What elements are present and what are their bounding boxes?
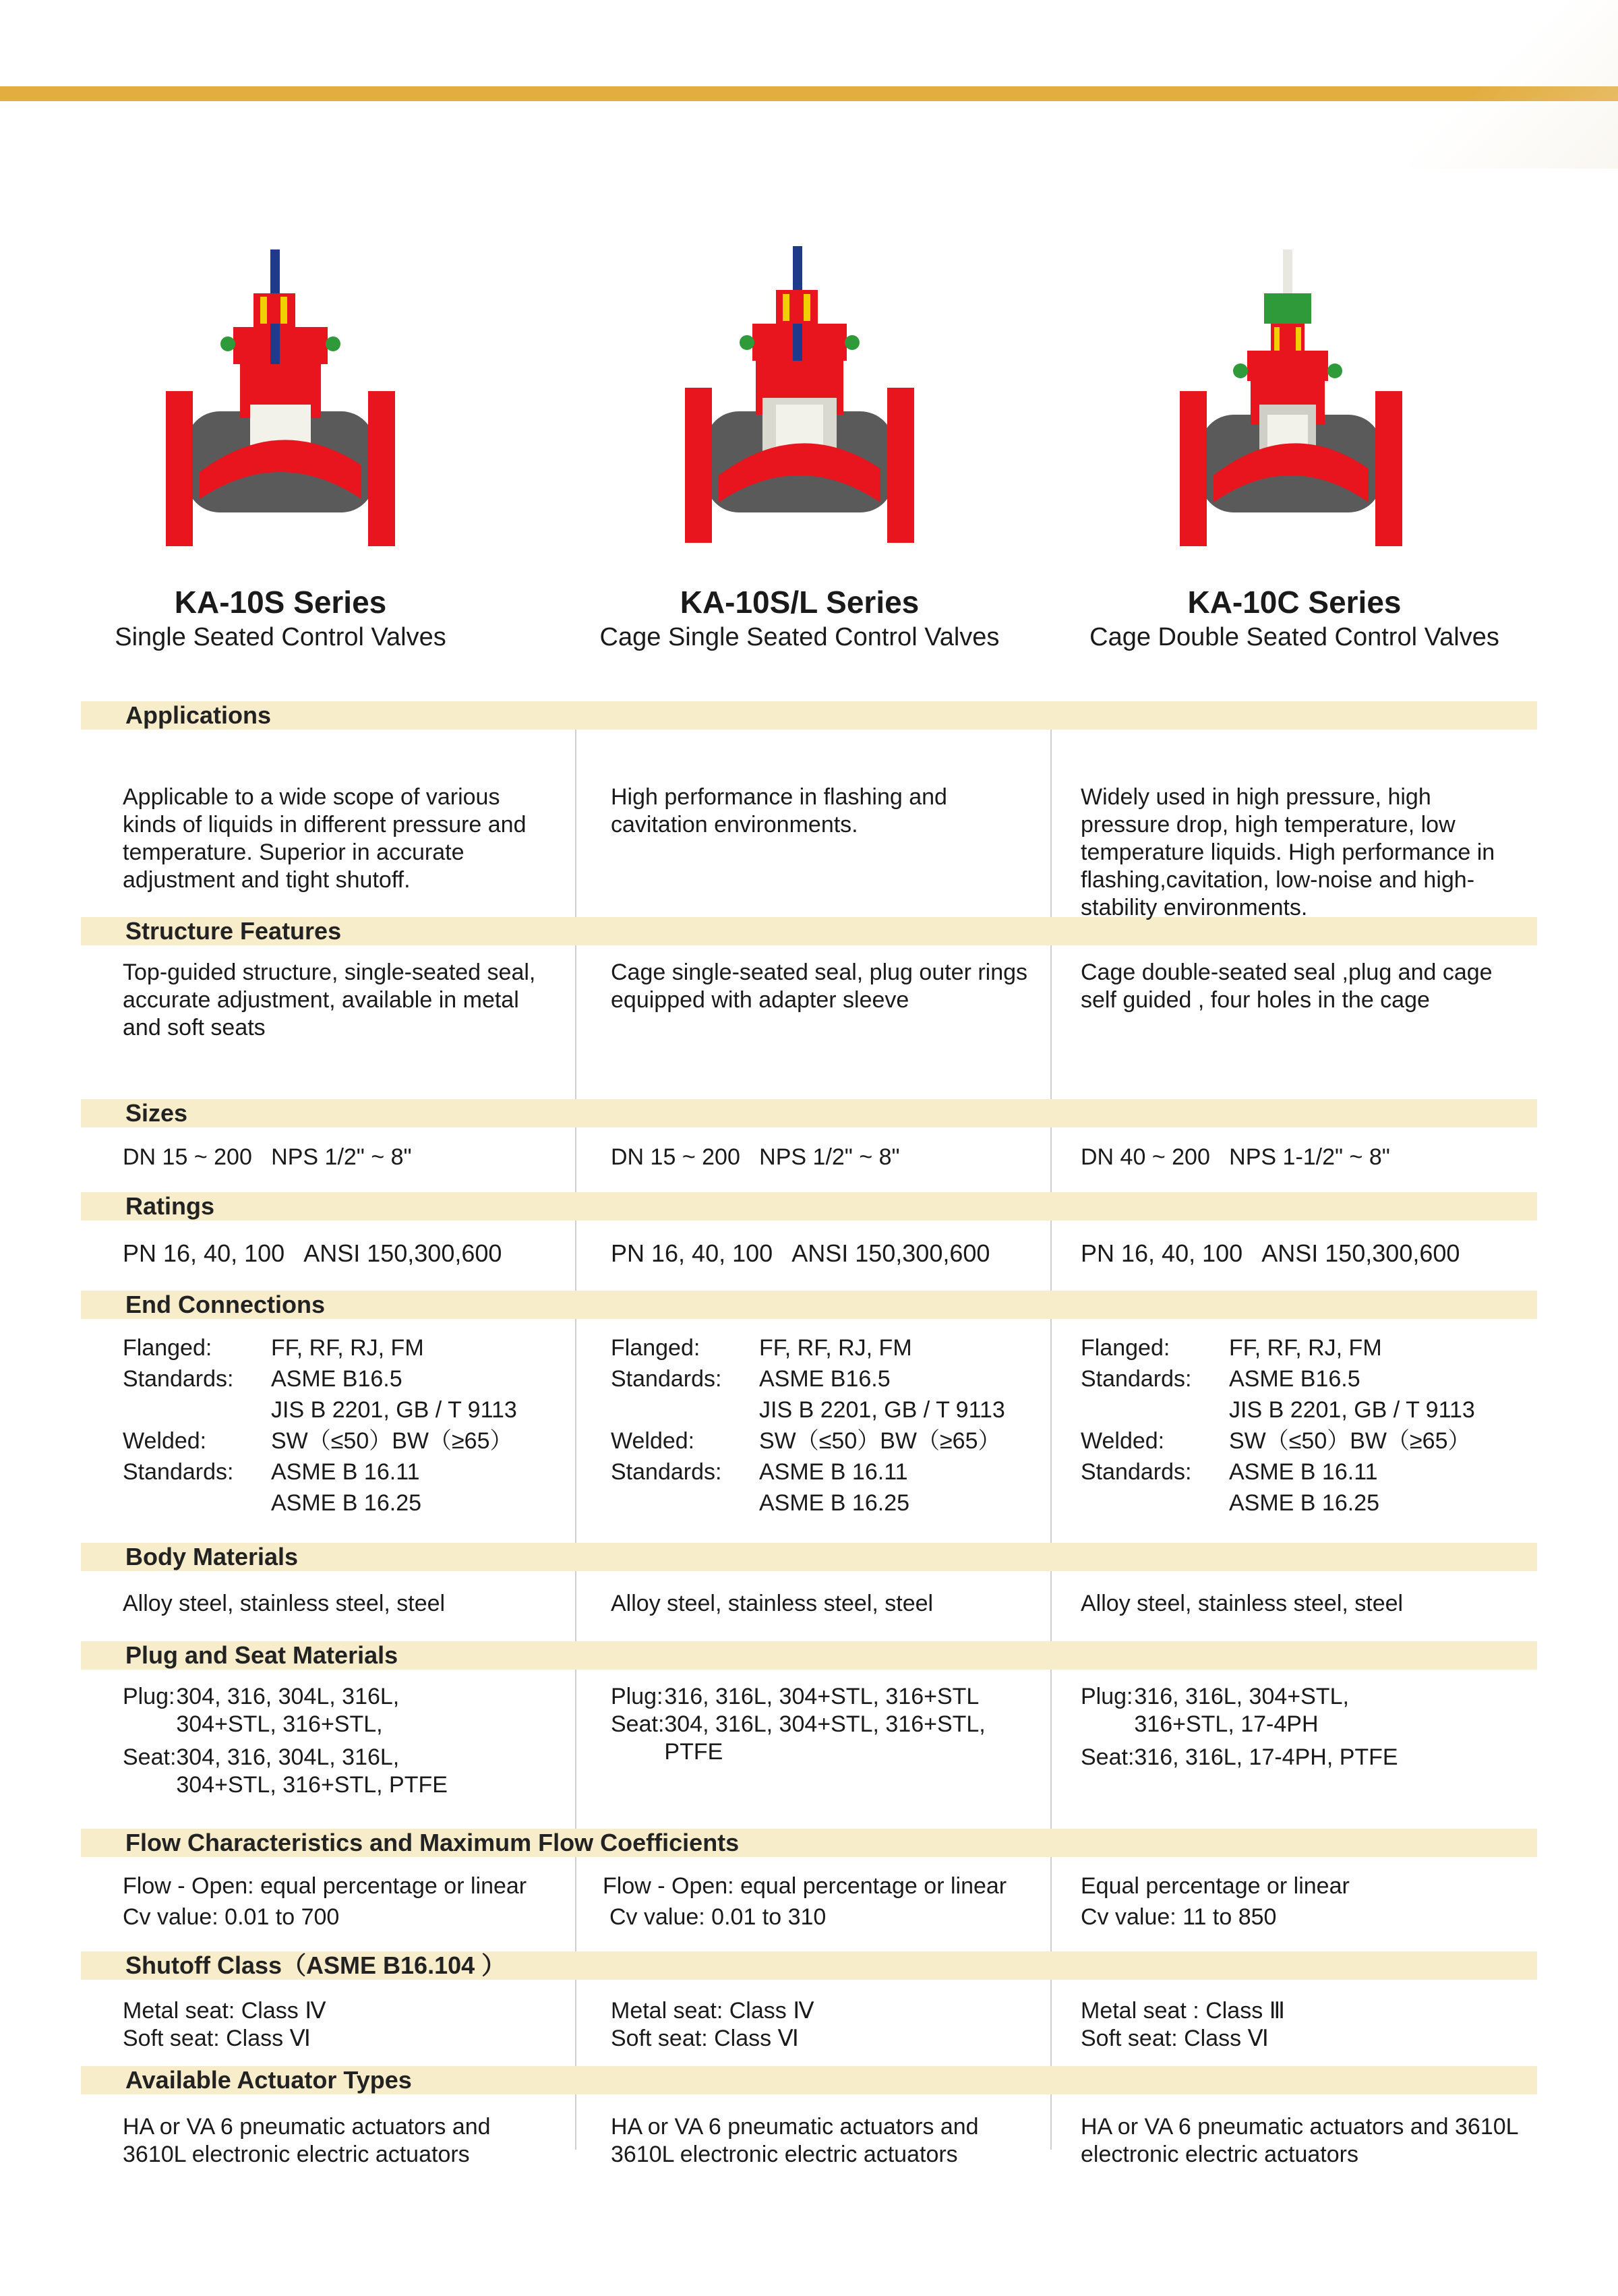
plug-value: 316, 316L, 304+STL, <box>1134 1684 1349 1709</box>
spec-table <box>81 701 1537 2189</box>
soft-seat-class: Soft seat: Class Ⅵ <box>611 2026 799 2051</box>
flow-characteristic: Flow - Open: equal percentage or linear <box>603 1873 1007 1899</box>
actuators-col-3: HA or VA 6 pneumatic actuators and 3610L electronic electric actuators <box>1081 2114 1518 2167</box>
corner-decoration <box>1409 0 1618 169</box>
standards-value: ASME B16.5 <box>271 1366 402 1392</box>
standards-value: ASME B 16.11 <box>759 1459 908 1485</box>
welded-label: Welded: <box>611 1428 695 1454</box>
flanged-value: FF, RF, RJ, FM <box>759 1335 912 1361</box>
standards-label: Standards: <box>123 1366 234 1392</box>
single-seated-valve-image <box>159 243 402 566</box>
seat-value: 304, 316, 304L, 316L, <box>176 1744 400 1770</box>
plug-label: Plug: <box>123 1684 175 1709</box>
standards-label: Standards: <box>1081 1459 1192 1485</box>
standards-label: Standards: <box>123 1459 234 1485</box>
body-materials-col-3: Alloy steel, stainless steel, steel <box>1081 1591 1404 1616</box>
end-connections-col-1 <box>123 1332 547 1519</box>
sizes-col-2: DN 15 ~ 200 NPS 1/2" ~ 8" <box>611 1144 900 1170</box>
product-title: KA-10S Series <box>174 585 387 620</box>
welded-value: SW（≤50）BW（≥65） <box>759 1428 1001 1454</box>
flanged-label: Flanged: <box>123 1335 212 1361</box>
welded-label: Welded: <box>123 1428 207 1454</box>
standards-value: ASME B 16.25 <box>1229 1490 1380 1516</box>
product-title: KA-10S/L Series <box>680 585 920 620</box>
section-shutoff <box>81 1980 1537 2066</box>
welded-value: SW（≤50）BW（≥65） <box>1229 1428 1471 1454</box>
section-end-connections <box>81 1319 1537 1543</box>
ratings-col-3: PN 16, 40, 100 ANSI 150,300,600 <box>1081 1239 1460 1267</box>
cv-value: Cv value: 0.01 to 700 <box>123 1904 340 1930</box>
section-heading-applications: Applications <box>81 701 1537 730</box>
plug-seat-col-1 <box>123 1683 547 1799</box>
section-heading-flow: Flow Characteristics and Maximum Flow Coefficients <box>81 1829 1537 1857</box>
body-materials-col-1: Alloy steel, stainless steel, steel <box>123 1591 446 1616</box>
section-heading-structure: Structure Features <box>81 917 1537 945</box>
section-body-materials <box>81 1571 1537 1641</box>
standards-label: Standards: <box>611 1366 722 1392</box>
section-heading-ratings: Ratings <box>81 1192 1537 1220</box>
product-ka-10c <box>1052 243 1537 652</box>
seat-label: Seat: <box>123 1744 177 1770</box>
metal-seat-class: Metal seat: Class Ⅳ <box>123 1998 326 2024</box>
plug-label: Plug: <box>1081 1684 1133 1709</box>
section-structure <box>81 945 1537 1099</box>
body-materials-col-2: Alloy steel, stainless steel, steel <box>611 1591 934 1616</box>
product-subtitle: Single Seated Control Valves <box>115 623 446 651</box>
plug-value: 304, 316, 304L, 316L, <box>176 1684 400 1709</box>
standards-value: ASME B 16.25 <box>759 1490 910 1516</box>
section-heading-shutoff: Shutoff Class（ASME B16.104 ） <box>81 1951 1537 1980</box>
metal-seat-class: Metal seat: Class Ⅳ <box>611 1998 814 2024</box>
product-ka-10sl <box>557 243 1042 652</box>
standards-value: ASME B16.5 <box>1229 1366 1360 1392</box>
seat-value: 316, 316L, 17-4PH, PTFE <box>1134 1744 1398 1770</box>
top-accent-bar <box>0 86 1618 101</box>
standards-value: ASME B 16.11 <box>1229 1459 1378 1485</box>
actuators-col-1: HA or VA 6 pneumatic actuators and 3610L electronic electric actuators <box>123 2114 491 2167</box>
soft-seat-class: Soft seat: Class Ⅵ <box>1081 2026 1269 2051</box>
cv-value: Cv value: 0.01 to 310 <box>609 1904 827 1930</box>
flow-characteristic: Equal percentage or linear <box>1081 1873 1350 1899</box>
plug-seat-col-2 <box>611 1683 1042 1766</box>
ratings-col-1: PN 16, 40, 100 ANSI 150,300,600 <box>123 1239 502 1267</box>
seat-label: Seat: <box>611 1711 665 1737</box>
product-ka-10s <box>38 243 523 652</box>
section-heading-plug-seat: Plug and Seat Materials <box>81 1641 1537 1670</box>
flanged-label: Flanged: <box>1081 1335 1170 1361</box>
section-heading-end-connections: End Connections <box>81 1291 1537 1319</box>
seat-value: 304, 316L, 304+STL, 316+STL, <box>664 1711 986 1737</box>
plug-seat-col-3 <box>1081 1683 1519 1771</box>
standards-label: Standards: <box>611 1459 722 1485</box>
seat-value: PTFE <box>664 1739 723 1765</box>
applications-col-1: Applicable to a wide scope of various kinds of liquids in different pressure and temperature. Superior in accurate adjustment and tight shutoff. <box>123 784 527 893</box>
flow-col-3 <box>1081 1871 1519 1933</box>
section-actuators <box>81 2094 1537 2189</box>
section-heading-sizes: Sizes <box>81 1099 1537 1127</box>
plug-value: 304+STL, 316+STL, <box>176 1711 383 1737</box>
shutoff-col-1 <box>123 1997 547 2053</box>
standards-value: ASME B 16.25 <box>271 1490 422 1516</box>
flow-col-1 <box>123 1871 547 1933</box>
sizes-col-3: DN 40 ~ 200 NPS 1-1/2" ~ 8" <box>1081 1144 1390 1170</box>
cage-single-seated-valve-image <box>678 243 921 566</box>
sizes-col-1: DN 15 ~ 200 NPS 1/2" ~ 8" <box>123 1144 412 1170</box>
welded-value: SW（≤50）BW（≥65） <box>271 1428 513 1454</box>
structure-col-1: Top-guided structure, single-seated seal, accurate adjustment, available in metal and soft seats <box>123 960 536 1040</box>
applications-col-2: High performance in flashing and cavitation environments. <box>611 784 947 837</box>
section-heading-actuators: Available Actuator Types <box>81 2066 1537 2094</box>
seat-value: 304+STL, 316+STL, PTFE <box>176 1772 448 1798</box>
cage-double-seated-valve-image <box>1173 243 1416 566</box>
plug-value: 316, 316L, 304+STL, 316+STL <box>664 1684 980 1709</box>
plug-value: 316+STL, 17-4PH <box>1134 1711 1319 1737</box>
seat-label: Seat: <box>1081 1744 1135 1770</box>
plug-label: Plug: <box>611 1684 663 1709</box>
standards-value: JIS B 2201, GB / T 9113 <box>1229 1397 1475 1423</box>
ratings-col-2: PN 16, 40, 100 ANSI 150,300,600 <box>611 1239 990 1267</box>
welded-label: Welded: <box>1081 1428 1165 1454</box>
applications-col-3: Widely used in high pressure, high pressure drop, high temperature, low temperature liquids. High performance in flashing,cavitation, low-noise and high-stability environments. <box>1081 784 1495 920</box>
flanged-label: Flanged: <box>611 1335 700 1361</box>
product-subtitle: Cage Double Seated Control Valves <box>1089 623 1499 651</box>
section-applications <box>81 730 1537 920</box>
end-connections-col-2 <box>611 1332 1042 1519</box>
product-title: KA-10C Series <box>1187 585 1402 620</box>
product-subtitle: Cage Single Seated Control Valves <box>599 623 1000 651</box>
soft-seat-class: Soft seat: Class Ⅵ <box>123 2026 311 2051</box>
standards-value: ASME B 16.11 <box>271 1459 420 1485</box>
standards-value: ASME B16.5 <box>759 1366 891 1392</box>
flow-col-2 <box>603 1871 1034 1933</box>
actuators-col-2: HA or VA 6 pneumatic actuators and 3610L electronic electric actuators <box>611 2114 979 2167</box>
end-connections-col-3 <box>1081 1332 1519 1519</box>
section-sizes <box>81 1127 1537 1192</box>
section-plug-seat <box>81 1670 1537 1829</box>
standards-label: Standards: <box>1081 1366 1192 1392</box>
section-flow <box>81 1857 1537 1951</box>
cv-value: Cv value: 11 to 850 <box>1081 1904 1277 1930</box>
standards-value: JIS B 2201, GB / T 9113 <box>271 1397 517 1423</box>
shutoff-col-2 <box>611 1997 1042 2053</box>
flanged-value: FF, RF, RJ, FM <box>1229 1335 1382 1361</box>
product-header-row <box>0 243 1618 688</box>
flanged-value: FF, RF, RJ, FM <box>271 1335 424 1361</box>
metal-seat-class: Metal seat : Class Ⅲ <box>1081 1998 1286 2024</box>
shutoff-col-3 <box>1081 1997 1519 2053</box>
section-ratings <box>81 1220 1537 1291</box>
flow-characteristic: Flow - Open: equal percentage or linear <box>123 1873 527 1899</box>
structure-col-3: Cage double-seated seal ,plug and cage self guided , four holes in the cage <box>1081 960 1493 1013</box>
standards-value: JIS B 2201, GB / T 9113 <box>759 1397 1005 1423</box>
section-heading-body-materials: Body Materials <box>81 1543 1537 1571</box>
structure-col-2: Cage single-seated seal, plug outer rings equipped with adapter sleeve <box>611 960 1028 1013</box>
